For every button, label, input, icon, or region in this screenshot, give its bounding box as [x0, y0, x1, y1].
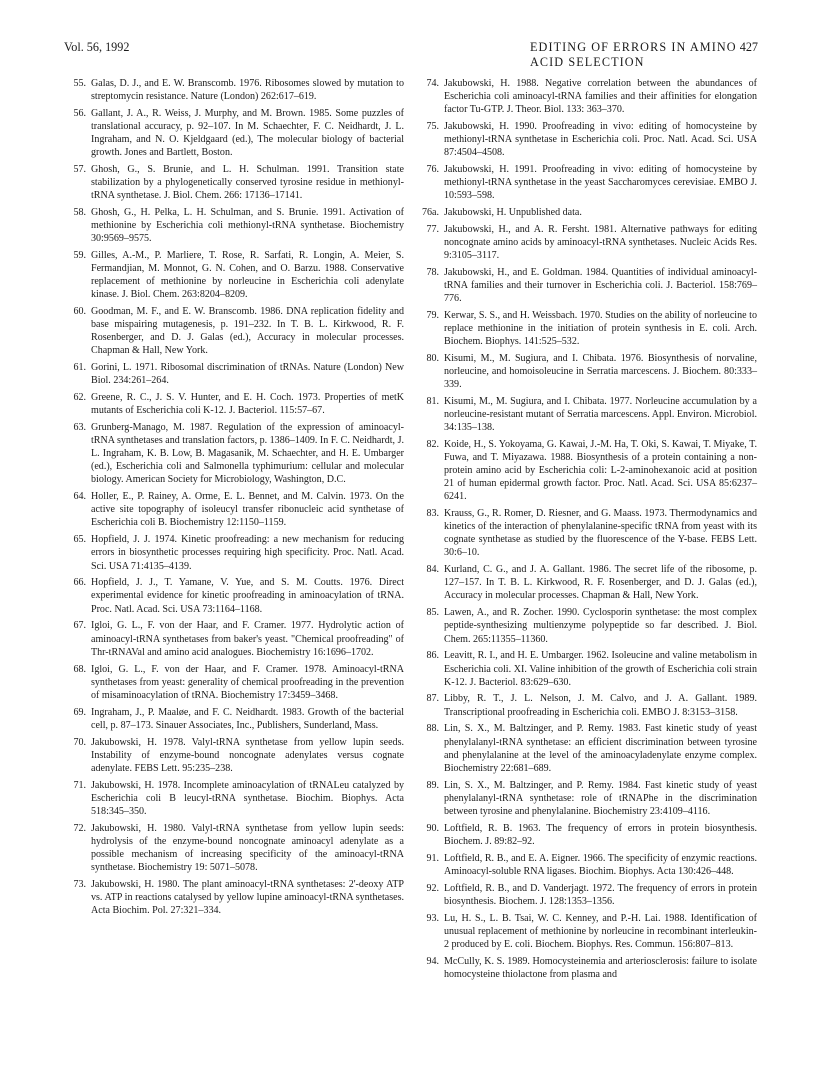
reference-text: Holler, E., P. Rainey, A. Orme, E. L. Bennet, and M. Calvin. 1973. On the active site topography of isoleucyl transfer ribonucleic acid synthetase of Escherichia coli B. Biochemistry 12:1150–1159. [91, 491, 404, 529]
reference-text: Igloi, G. L., F. von der Haar, and F. Cramer. 1978. Aminoacyl-tRNA synthetases from yeast: generality of chemical proofreading in the prevention of misaminoacylation of tRNA. Biochemistry 17:3459–3468. [91, 663, 404, 701]
reference-number: 70. [73, 736, 86, 748]
reference-number: 71. [73, 779, 86, 791]
reference-entry [64, 206, 404, 245]
reference-entry [417, 779, 757, 818]
reference-text: Leavitt, R. I., and H. E. Umbarger. 1962. Isoleucine and valine metabolism in Escherichia coli. XI. Valine inhibition of the growth of Escherichia coli strain K-12. J. Bacteriol. 83:629–630. [444, 650, 757, 688]
reference-entry [417, 722, 757, 774]
reference-text: Jakubowski, H. 1978. Incomplete aminoacylation of tRNALeu catalyzed by Escherichia coli B leucyl-tRNA synthetase. Biochim. Biophys. Acta 518:345–350. [91, 779, 404, 817]
reference-entry [417, 206, 757, 219]
reference-number: 90. [426, 822, 439, 834]
reference-text: McCully, K. S. 1989. Homocysteinemia and arteriosclerosis: failure to isolate homocysteine thiolactone from plasma and [444, 955, 757, 980]
reference-text: Jakubowski, H. 1978. Valyl-tRNA synthetase from yellow lupin seeds. Instability of enzyme-bound noncognate adenylates versus cognate adenylate. FEBS Lett. 95:235–238. [91, 736, 404, 774]
reference-entry [417, 912, 757, 951]
reference-text: Gallant, J. A., R. Weiss, J. Murphy, and M. Brown. 1985. Some puzzles of translational accuracy, p. 92–107. In M. Schaechter, F. C. Neidhardt, J. L. Ingraham, and N. O. Kjeldgaard (ed.), The molecular biology of bacterial growth. Jones and Bartlett, Boston. [91, 107, 404, 159]
reference-text: Lawen, A., and R. Zocher. 1990. Cyclosporin synthetase: the most complex peptide-synthesizing multienzyme polypeptide so far described. J. Biol. Chem. 265:11355–11360. [444, 607, 757, 645]
reference-entry [64, 490, 404, 529]
reference-entry [417, 309, 757, 348]
reference-entry [64, 706, 404, 732]
reference-number: 67. [73, 620, 86, 632]
reference-entry [64, 663, 404, 702]
reference-entry [417, 882, 757, 908]
reference-number: 86. [426, 650, 439, 662]
reference-entry [417, 438, 757, 503]
reference-entry [64, 421, 404, 486]
reference-text: Jakubowski, H., and E. Goldman. 1984. Quantities of individual aminoacyl-tRNA families and their turnover in Escherichia coli. J. Bacteriol. 158:769–776. [444, 267, 757, 305]
reference-number: 80. [426, 353, 439, 365]
reference-number: 88. [426, 723, 439, 735]
reference-number: 77. [426, 224, 439, 236]
volume-label: Vol. 56, 1992 [64, 40, 130, 54]
reference-entry [64, 77, 404, 103]
reference-number: 79. [426, 310, 439, 322]
page-number: 427 [739, 40, 758, 54]
reference-text: Kisumi, M., M. Sugiura, and I. Chibata. 1977. Norleucine accumulation by a norleucine-resistant mutant of Serratia marcescens. Appl. Environ. Microbiol. 34:135–138. [444, 396, 757, 434]
reference-text: Koide, H., S. Yokoyama, G. Kawai, J.-M. Ha, T. Oki, S. Kawai, T. Miyake, T. Fuwa, and T. Miyazawa. 1988. Biosynthesis of a protein containing a non-protein amino acid by Escherichia coli: L-2-aminohexanoic acid at position 21 of human epidermal growth factor. Proc. Natl. Acad. Sci. USA 85:6237–6241. [444, 439, 757, 503]
reference-entry [417, 395, 757, 434]
reference-number: 56. [73, 107, 86, 119]
reference-number: 64. [73, 491, 86, 503]
reference-entry [64, 533, 404, 572]
reference-entry [417, 77, 757, 116]
reference-number: 58. [73, 207, 86, 219]
reference-number: 76a. [421, 207, 439, 219]
reference-entry [417, 649, 757, 688]
reference-number: 61. [73, 362, 86, 374]
reference-number: 78. [426, 267, 439, 279]
reference-entry [64, 305, 404, 357]
reference-text: Igloi, G. L., F. von der Haar, and F. Cramer. 1977. Hydrolytic action of aminoacyl-tRNA synthetases from baker's yeast. "Chemical proofreading" of Thr-tRNAVal and amino acid analogues. Biochemistry 16:1696–1702. [91, 620, 404, 658]
reference-text: Hopfield, J. J., T. Yamane, V. Yue, and S. M. Coutts. 1976. Direct experimental evidence for kinetic proofreading in aminoacylation of tRNA. Proc. Natl. Acad. Sci. USA 73:1164–1168. [91, 577, 404, 615]
reference-number: 87. [426, 693, 439, 705]
reference-number: 76. [426, 164, 439, 176]
reference-number: 91. [426, 852, 439, 864]
reference-text: Ingraham, J., P. Maaløe, and F. C. Neidhardt. 1983. Growth of the bacterial cell, p. 87–173. Sinauer Associates, Inc., Publishers, Sunderland, Mass. [91, 706, 404, 731]
reference-text: Jakubowski, H. 1980. The plant aminoacyl-tRNA synthetases: 2'-deoxy ATP vs. ATP in reactions catalysed by yellow lupine aminoacyl-tRNA synthetases. Acta Biochim. Pol. 27:321–334. [91, 878, 404, 916]
reference-entry [417, 120, 757, 159]
reference-text: Jakubowski, H. 1988. Negative correlation between the abundances of Escherichia coli aminoacyl-tRNA families and their affinities for elongation factor Tu-GTP. J. Theor. Biol. 133: 363–370. [444, 78, 757, 116]
reference-entry [417, 266, 757, 305]
reference-entry [417, 563, 757, 602]
reference-number: 83. [426, 508, 439, 520]
reference-number: 62. [73, 392, 86, 404]
reference-text: Hopfield, J. J. 1974. Kinetic proofreading: a new mechanism for reducing errors in biosynthetic processes requiring high specificity. Proc. Natl. Acad. Sci. USA 71:4135–4139. [91, 534, 404, 572]
reference-text: Kerwar, S. S., and H. Weissbach. 1970. Studies on the ability of norleucine to replace methionine in the initiation of protein synthesis in E. coli. Arch. Biochem. Biophys. 141:525–532. [444, 310, 757, 348]
references-left-column [64, 77, 404, 921]
reference-number: 69. [73, 706, 86, 718]
reference-number: 74. [426, 78, 439, 89]
reference-entry [64, 391, 404, 417]
reference-entry [64, 822, 404, 874]
reference-number: 55. [73, 78, 86, 89]
reference-number: 63. [73, 422, 86, 434]
reference-number: 93. [426, 912, 439, 924]
reference-number: 89. [426, 779, 439, 791]
reference-text: Ghosh, G., H. Pelka, L. H. Schulman, and S. Brunie. 1991. Activation of methionine by Escherichia coli methionyl-tRNA synthetase. Biochemistry 30:9569–9575. [91, 207, 404, 245]
reference-text: Lu, H. S., L. B. Tsai, W. C. Kenney, and P.-H. Lai. 1988. Identification of unusual replacement of methionine by norleucine in recombinant interleukin-2 produced by E. coli. Biochem. Biophys. Res. Commun. 156:807–813. [444, 912, 757, 950]
reference-entry [417, 163, 757, 202]
reference-text: Galas, D. J., and E. W. Branscomb. 1976. Ribosomes slowed by mutation to streptomycin resistance. Nature (London) 262:617–619. [91, 78, 404, 103]
reference-entry [64, 619, 404, 658]
reference-text: Jakubowski, H., and A. R. Fersht. 1981. Alternative pathways for editing noncognate amino acids by aminoacyl-tRNA synthetases. Nucleic Acids Res. 9:3105–3117. [444, 224, 757, 262]
reference-number: 59. [73, 250, 86, 262]
reference-text: Greene, R. C., J. S. V. Hunter, and E. H. Coch. 1973. Properties of metK mutants of Escherichia coli K-12. J. Bacteriol. 115:57–67. [91, 392, 404, 417]
reference-entry [64, 361, 404, 387]
reference-text: Jakubowski, H. Unpublished data. [444, 207, 582, 219]
reference-number: 57. [73, 164, 86, 176]
reference-text: Lin, S. X., M. Baltzinger, and P. Remy. 1984. Fast kinetic study of yeast phenylalanyl-tRNA synthetase: role of tRNAPhe in the discrimination between tyrosine and phenylalanine. Biochemistry 23:4109–4116. [444, 779, 757, 817]
reference-entry [64, 779, 404, 818]
running-title: EDITING OF ERRORS IN AMINO ACID SELECTION [530, 40, 737, 69]
reference-number: 75. [426, 121, 439, 133]
reference-entry [417, 352, 757, 391]
reference-entry [64, 107, 404, 159]
reference-number: 65. [73, 534, 86, 546]
reference-entry [417, 507, 757, 559]
reference-number: 73. [73, 878, 86, 890]
reference-number: 92. [426, 882, 439, 894]
reference-entry [64, 163, 404, 202]
reference-number: 66. [73, 577, 86, 589]
reference-text: Kurland, C. G., and J. A. Gallant. 1986. The secret life of the ribosome, p. 127–157. In T. B. L. Kirkwood, R. F. Rosenberger, and D. J. Galas (ed.), Accuracy in molecular processes. Chapman & Hall, New York. [444, 564, 757, 602]
reference-text: Jakubowski, H. 1990. Proofreading in vivo: editing of homocysteine by methionyl-tRNA synthetase in Escherichia coli. Proc. Natl. Acad. Sci. USA 87:4504–4508. [444, 121, 757, 159]
reference-number: 81. [426, 396, 439, 408]
reference-text: Krauss, G., R. Romer, D. Riesner, and G. Maass. 1973. Thermodynamics and kinetics of the interaction of phenylalanine-specific tRNA from yeast with its cognate synthetase as studied by the fluorescence of the Y-base. FEBS Lett. 30:6–10. [444, 508, 757, 559]
running-header [64, 40, 758, 69]
reference-text: Kisumi, M., M. Sugiura, and I. Chibata. 1976. Biosynthesis of norvaline, norleucine, and homoisoleucine in Serratia marcescens. J. Biochem. 80:333–339. [444, 353, 757, 391]
reference-entry [64, 249, 404, 301]
reference-number: 82. [426, 439, 439, 451]
reference-entry [417, 822, 757, 848]
reference-entry [417, 692, 757, 718]
reference-entry [64, 736, 404, 775]
reference-text: Jakubowski, H. 1991. Proofreading in vivo: editing of homocysteine by methionyl-tRNA synthetase in the yeast Saccharomyces cerevisiae. EMBO J. 10:593–598. [444, 164, 757, 202]
reference-text: Grunberg-Manago, M. 1987. Regulation of the expression of aminoacyl-tRNA synthetases and translation factors, p. 1386–1409. In F. C. Neidhardt, J. L. Ingraham, K. B. Low, B. Magasanik, M. Schaechter, and H. E. Umbarger (ed.), Escherichia coli and Salmonella typhimurium: cellular and molecular biology. American Society for Microbiology, Washington, D.C. [91, 422, 404, 486]
reference-number: 94. [426, 955, 439, 967]
reference-text: Libby, R. T., J. L. Nelson, J. M. Calvo, and J. A. Gallant. 1989. Transcriptional proofreading in Escherichia coli. EMBO J. 8:3153–3158. [444, 693, 757, 718]
reference-text: Gilles, A.-M., P. Marliere, T. Rose, R. Sarfati, R. Longin, A. Meier, S. Fermandjian, M. Monnot, G. N. Cohen, and O. Barzu. 1988. Conservative replacement of methionine by norleucine in Escherichia coli adenylate kinase. J. Biol. Chem. 263:8204–8209. [91, 250, 404, 301]
reference-entry [64, 576, 404, 615]
reference-text: Goodman, M. F., and E. W. Branscomb. 1986. DNA replication fidelity and base mispairing mutagenesis, p. 191–232. In T. B. L. Kirkwood, R. F. Rosenberger, and D. J. Galas (ed.), Accuracy in molecular processes. Chapman & Hall, New York. [91, 306, 404, 357]
reference-entry [417, 852, 757, 878]
references-right-column [417, 77, 757, 985]
reference-text: Gorini, L. 1971. Ribosomal discrimination of tRNAs. Nature (London) New Biol. 234:261–264. [91, 362, 404, 387]
reference-entry [417, 606, 757, 645]
reference-text: Loftfield, R. B., and E. A. Eigner. 1966. The specificity of enzymic reactions. Aminoacyl-soluble RNA ligases. Biochim. Biophys. Acta 130:426–448. [444, 852, 757, 877]
reference-number: 85. [426, 607, 439, 619]
reference-entry [64, 878, 404, 917]
reference-text: Loftfield, R. B. 1963. The frequency of errors in protein biosynthesis. Biochem. J. 89:82–92. [444, 822, 757, 847]
reference-text: Jakubowski, H. 1980. Valyl-tRNA synthetase from yellow lupin seeds: hydrolysis of the enzyme-bound noncognate aminoacyl adenylate as a possible mechanism of increasing specificity of the aminoacyl-tRNA synthetase. Biochemistry 19: 5071–5078. [91, 822, 404, 873]
reference-entry [417, 223, 757, 262]
reference-number: 68. [73, 663, 86, 675]
reference-text: Ghosh, G., S. Brunie, and L. H. Schulman. 1991. Transition state stabilization by a phylogenetically conserved tyrosine residue in methionyl-tRNA synthetase. J. Biol. Chem. 266: 17136–17141. [91, 164, 404, 202]
reference-entry [417, 955, 757, 981]
reference-number: 60. [73, 306, 86, 318]
reference-number: 84. [426, 564, 439, 576]
reference-text: Loftfield, R. B., and D. Vanderjagt. 1972. The frequency of errors in protein biosynthesis. Biochem. J. 128:1353–1356. [444, 882, 757, 907]
reference-text: Lin, S. X., M. Baltzinger, and P. Remy. 1983. Fast kinetic study of yeast phenylalanyl-tRNA synthetase: an efficient discrimination between tyrosine and phenylalanine at the level of the aminoacyladenylate enzyme complex. Biochemistry 22:681–689. [444, 723, 757, 774]
reference-number: 72. [73, 822, 86, 834]
